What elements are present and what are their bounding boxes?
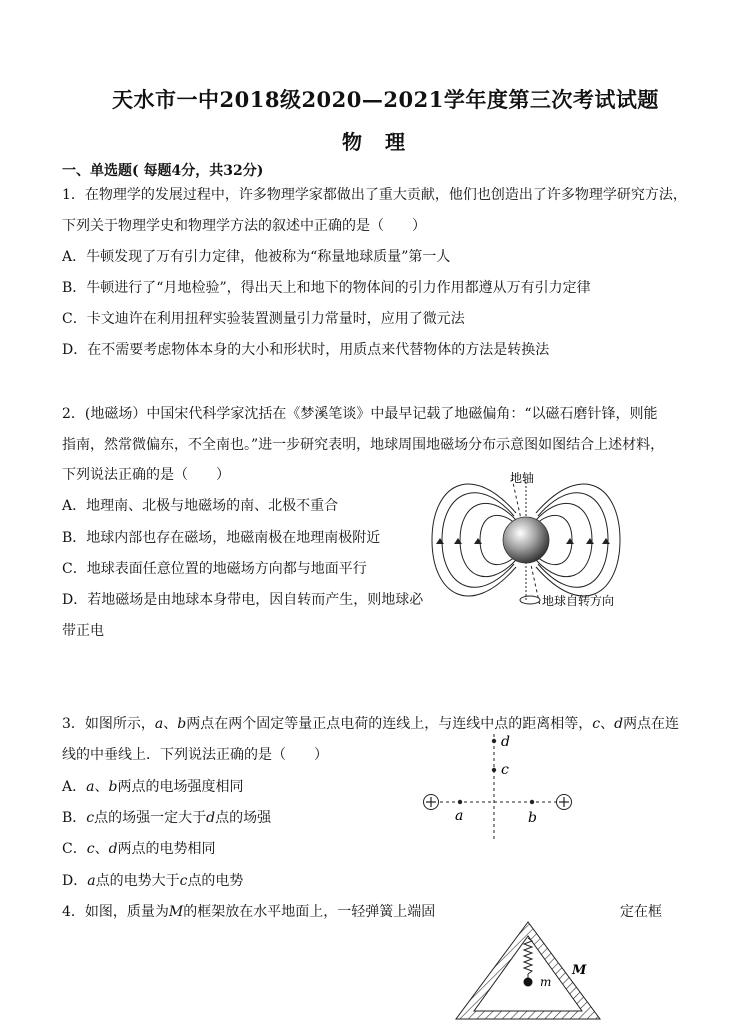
point-charges-figure [420,728,580,848]
q3-stem-line1: 3．如图所示，a、b两点在两个固定等量正点电荷的连线上，与连线中点的距离相等，c、d两点在连 [62,716,680,732]
rotation-direction-icon [520,596,540,604]
label-M: M [572,963,587,978]
earth-magnetic-field-figure [430,468,650,618]
label-m: m [540,975,552,989]
subject-title: 物 理 [342,130,413,154]
q3-option-c: C．c、d两点的电势相同 [62,841,216,857]
exam-title: 天水市一中2018级2020—2021学年度第三次考试试题 [112,87,659,112]
earth-sphere [503,517,549,563]
q2-stem-line1: 2．(地磁场）中国宋代科学家沈括在《梦溪笔谈》中最早记载了地磁偏角：“以磁石磨针锋，则能 [62,406,658,422]
q4-stem-line1: 4．如图，质量为M的框架放在水平地面上，一轻弹簧上端固 [62,904,436,920]
point-a [458,800,462,804]
q3-option-d: D．a点的电势大于c点的电势 [62,873,244,889]
q2-option-c: C．地球表面任意位置的地磁场方向都与地面平行 [62,561,367,577]
earth-axis-label: 地轴 [510,471,535,485]
q2-option-b: B．地球内部也存在磁场，地磁南极在地理南极附近 [62,530,381,546]
point-d [492,739,496,743]
q2-stem-line3: 下列说法正确的是（ ） [62,467,230,483]
q1-stem-line2: 下列关于物理学史和物理学方法的叙述中正确的是（ ） [62,218,426,234]
label-b: b [528,810,537,826]
triangle-frame-figure [450,918,620,1021]
earth-rotation-label: 地球自转方向 [542,594,615,608]
q3-option-a: A．a、b两点的电场强度相同 [62,779,244,795]
positive-charge-left [424,795,439,810]
mass-ball [524,978,533,987]
positive-charge-right [557,795,572,810]
q1-option-c: C．卡文迪许在利用扭秤实验装置测量引力常量时，应用了微元法 [62,311,465,327]
q1-option-a: A．牛顿发现了万有引力定律，他被称为“称量地球质量”第一人 [62,249,451,265]
label-d: d [501,734,510,750]
label-a: a [455,808,464,824]
q1-option-d: D．在不需要考虑物体本身的大小和形状时，用质点来代替物体的方法是转换法 [62,342,550,358]
section-heading: 一、单选题( 每题4分，共32分) [62,163,264,179]
q4-stem-line1-end: 定在框 [620,904,662,920]
q1-option-b: B．牛顿进行了“月地检验”，得出天上和地下的物体间的引力作用都遵从万有引力定律 [62,280,591,296]
q1-stem-line1: 1．在物理学的发展过程中，许多物理学家都做出了重大贡献，他们也创造出了许多物理学研究方法， [62,187,687,203]
point-c [492,768,496,772]
label-c: c [501,762,509,778]
q2-option-d-line1: D．若地磁场是由地球本身带电，因自转而产生，则地球必 [62,592,424,608]
point-b [530,800,534,804]
q3-stem-line2: 线的中垂线上．下列说法正确的是（ ） [62,747,328,763]
q2-stem-line2: 指南，然常微偏东，不全南也。”进一步研究表明，地球周围地磁场分布示意图如图结合上述材料， [62,437,665,453]
q2-option-d-line2: 带正电 [62,623,104,639]
q2-option-a: A．地理南、北极与地磁场的南、北极不重合 [62,498,339,514]
q3-option-b: B．c点的场强一定大于d点的场强 [62,810,272,826]
